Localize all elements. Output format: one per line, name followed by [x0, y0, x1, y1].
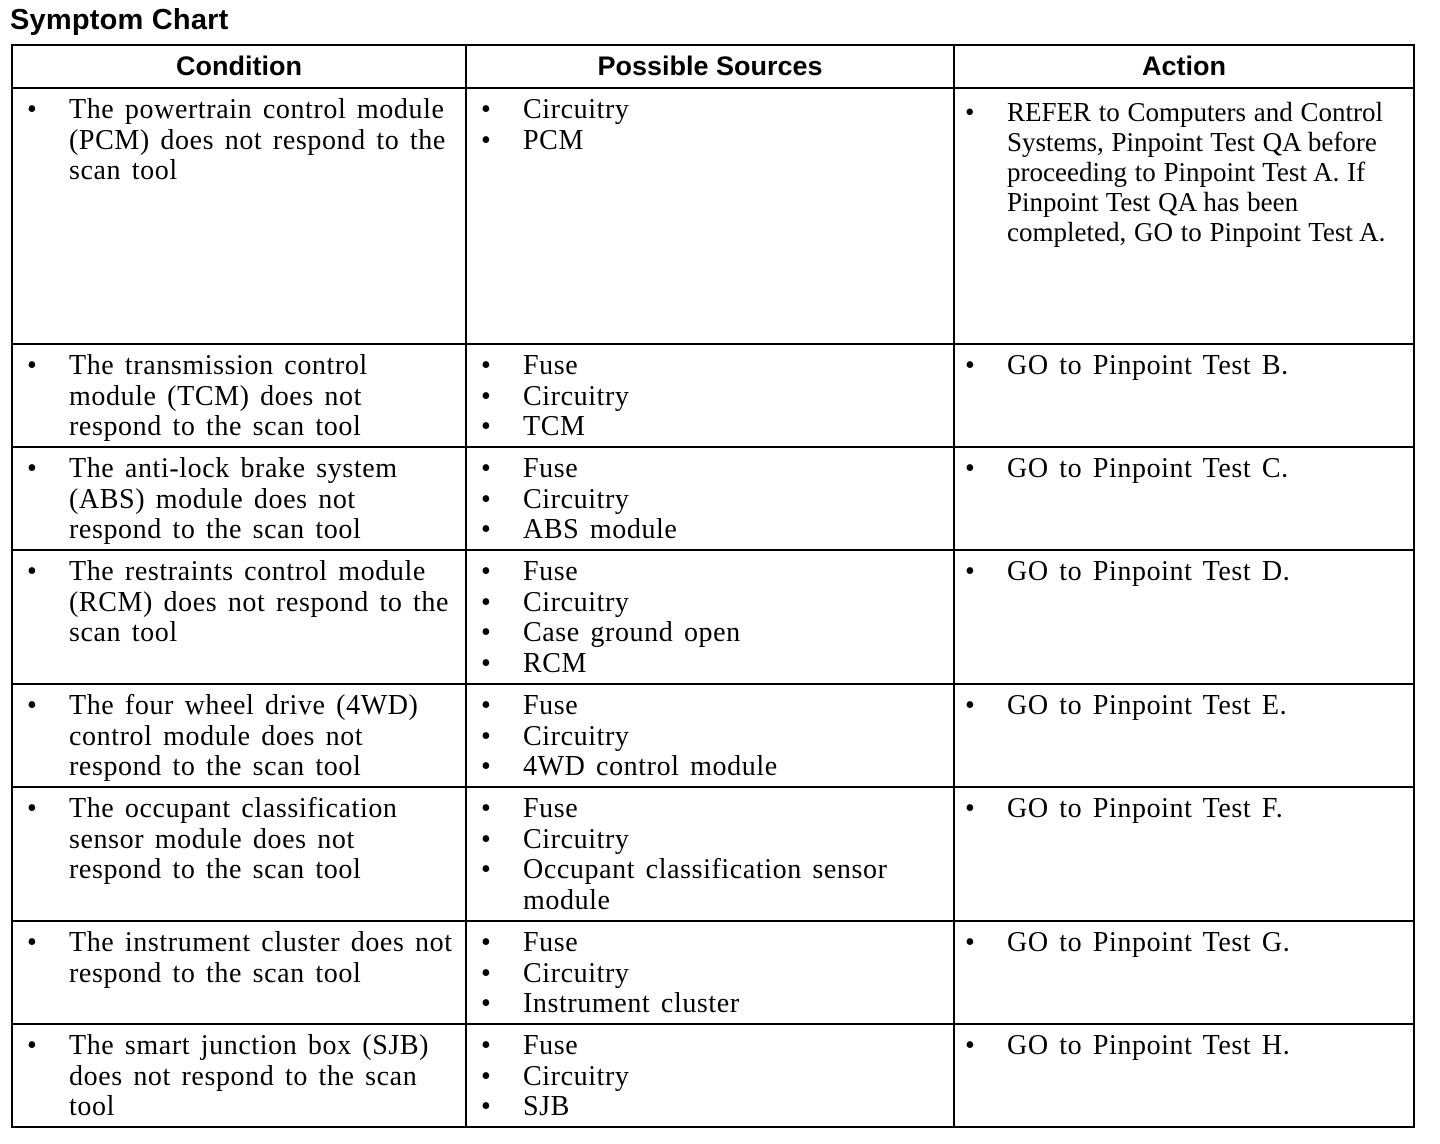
action-cell — [954, 1024, 1414, 1127]
table-row — [12, 684, 1414, 787]
action-text: • GO to Pinpoint Test B. — [955, 351, 1401, 382]
source-item: • Fuse — [467, 928, 941, 959]
action-text: • REFER to Computers and Control Systems, Pinpoint Test QA before proceeding to Pinpoint Test A. If Pinpoint Test QA has been completed, GO to Pinpoint Test A. — [955, 97, 1401, 247]
source-item: • Occupant classification sensor module — [467, 855, 941, 916]
action-text: • GO to Pinpoint Test E. — [955, 691, 1401, 722]
condition-cell — [12, 921, 466, 1024]
action-cell — [954, 787, 1414, 921]
source-item: • TCM — [467, 412, 941, 443]
condition-text: • The four wheel drive (4WD) control module does not respond to the scan tool — [13, 691, 453, 783]
condition-text: • The powertrain control module (PCM) does not respond to the scan tool — [13, 95, 453, 187]
source-item: • Case ground open — [467, 618, 941, 649]
possible-sources-cell — [466, 550, 954, 684]
source-item: • Fuse — [467, 794, 941, 825]
source-item: • Instrument cluster — [467, 989, 941, 1020]
possible-sources-cell — [466, 1024, 954, 1127]
possible-sources-cell — [466, 88, 954, 344]
condition-text: • The instrument cluster does not respond to the scan tool — [13, 928, 453, 989]
table-row — [12, 921, 1414, 1024]
condition-text: • The occupant classification sensor module does not respond to the scan tool — [13, 794, 453, 886]
source-item: • Fuse — [467, 1031, 941, 1062]
source-item: • Circuitry — [467, 588, 941, 619]
table-row — [12, 550, 1414, 684]
source-item: • Fuse — [467, 691, 941, 722]
action-cell — [954, 684, 1414, 787]
action-text: • GO to Pinpoint Test G. — [955, 928, 1401, 959]
possible-sources-cell — [466, 447, 954, 550]
source-item: • Fuse — [467, 454, 941, 485]
condition-cell — [12, 787, 466, 921]
source-item: • Circuitry — [467, 95, 941, 126]
action-text: • GO to Pinpoint Test D. — [955, 557, 1401, 588]
condition-text: • The anti-lock brake system (ABS) module does not respond to the scan tool — [13, 454, 453, 546]
action-cell — [954, 921, 1414, 1024]
source-item: • SJB — [467, 1092, 941, 1123]
source-item: • 4WD control module — [467, 752, 941, 783]
condition-cell — [12, 684, 466, 787]
source-item: • Circuitry — [467, 722, 941, 753]
source-item: • ABS module — [467, 515, 941, 546]
condition-cell — [12, 344, 466, 447]
source-item: • PCM — [467, 126, 941, 157]
table-row — [12, 344, 1414, 447]
action-text: • GO to Pinpoint Test F. — [955, 794, 1401, 825]
table-header-row — [12, 45, 1414, 88]
condition-cell — [12, 1024, 466, 1127]
source-item: • RCM — [467, 649, 941, 680]
column-header-possible-sources: Possible Sources — [466, 45, 954, 88]
action-text: • GO to Pinpoint Test C. — [955, 454, 1401, 485]
symptom-chart-table — [11, 44, 1415, 1128]
source-item: • Fuse — [467, 557, 941, 588]
column-header-condition: Condition — [12, 45, 466, 88]
source-item: • Circuitry — [467, 1062, 941, 1093]
possible-sources-cell — [466, 344, 954, 447]
source-item: • Fuse — [467, 351, 941, 382]
table-row — [12, 1024, 1414, 1127]
condition-text: • The transmission control module (TCM) does not respond to the scan tool — [13, 351, 453, 443]
action-cell — [954, 447, 1414, 550]
possible-sources-cell — [466, 921, 954, 1024]
action-cell — [954, 550, 1414, 684]
condition-text: • The smart junction box (SJB) does not respond to the scan tool — [13, 1031, 453, 1123]
table-row — [12, 447, 1414, 550]
possible-sources-cell — [466, 684, 954, 787]
source-item: • Circuitry — [467, 825, 941, 856]
table-row — [12, 787, 1414, 921]
source-item: • Circuitry — [467, 959, 941, 990]
action-text: • GO to Pinpoint Test H. — [955, 1031, 1401, 1062]
condition-text: • The restraints control module (RCM) does not respond to the scan tool — [13, 557, 453, 649]
source-item: • Circuitry — [467, 382, 941, 413]
possible-sources-cell — [466, 787, 954, 921]
column-header-action: Action — [954, 45, 1414, 88]
action-cell — [954, 88, 1414, 344]
page-title: Symptom Chart — [10, 4, 229, 36]
condition-cell — [12, 447, 466, 550]
source-item: • Circuitry — [467, 485, 941, 516]
table-row — [12, 88, 1414, 344]
condition-cell — [12, 550, 466, 684]
action-cell — [954, 344, 1414, 447]
condition-cell — [12, 88, 466, 344]
